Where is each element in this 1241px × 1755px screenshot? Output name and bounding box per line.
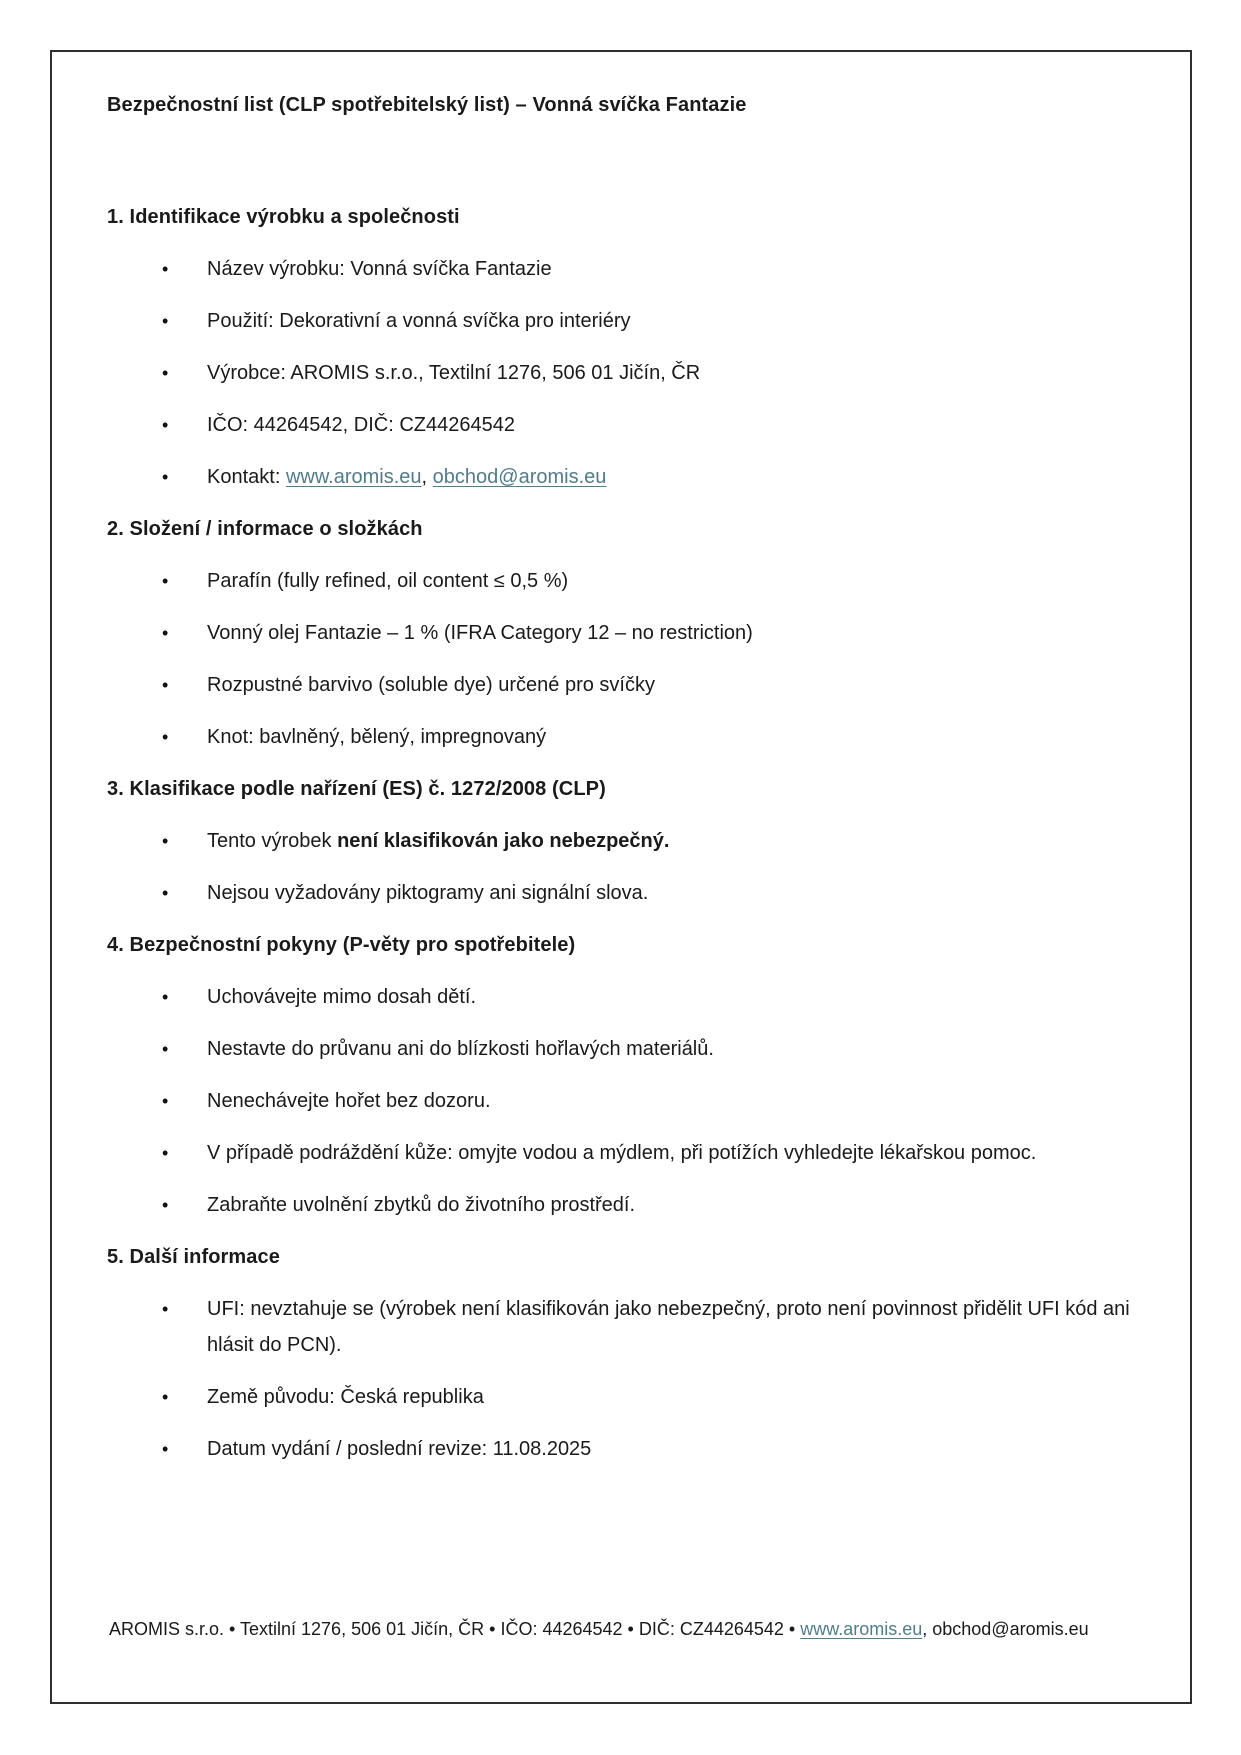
- bullet-list: [107, 1291, 1135, 1467]
- text-segment: Datum vydání / poslední revize: 11.08.2025: [207, 1438, 592, 1460]
- list-item: [162, 1135, 1135, 1171]
- bullet-list: [107, 251, 1135, 495]
- bullet-list: [107, 979, 1135, 1223]
- bullet-marker: •: [162, 467, 169, 487]
- document-page: [50, 50, 1192, 1704]
- text-segment: Kontakt:: [207, 466, 286, 488]
- list-item: [162, 459, 1135, 495]
- bullet-marker: •: [162, 415, 169, 435]
- text-segment: Parafín (fully refined, oil content ≤ 0,5 %): [207, 570, 569, 592]
- list-item: [162, 563, 1135, 599]
- list-item: [162, 1083, 1135, 1119]
- list-item: [162, 979, 1135, 1015]
- bullet-marker: •: [162, 1195, 169, 1215]
- bullet-marker: •: [162, 1039, 169, 1059]
- website-link[interactable]: www.aromis.eu: [285, 466, 422, 488]
- list-item: [162, 1431, 1135, 1467]
- bold-text: není klasifikován jako nebezpečný.: [337, 830, 670, 852]
- section-heading-2: 2. Složení / informace o složkách: [107, 518, 423, 540]
- website-link[interactable]: www.aromis.eu: [800, 1619, 923, 1639]
- text-segment: Vonný olej Fantazie – 1 % (IFRA Category 12 – no restriction): [207, 622, 753, 644]
- text-segment: Nenechávejte hořet bez dozoru.: [207, 1090, 491, 1112]
- list-item: [162, 1379, 1135, 1415]
- text-segment: Nestavte do průvanu ani do blízkosti hořlavých materiálů.: [207, 1038, 714, 1060]
- text-segment: UFI: nevztahuje se (výrobek není klasifikován jako nebezpečný, proto není povinnost přidělit UFI kód ani hlásit do PCN).: [207, 1298, 1130, 1356]
- text-segment: Knot: bavlněný, bělený, impregnovaný: [207, 726, 547, 748]
- text-segment: Použití: Dekorativní a vonná svíčka pro interiéry: [207, 310, 631, 332]
- list-item: [162, 823, 1135, 859]
- list-item: [162, 1031, 1135, 1067]
- text-segment: Rozpustné barvivo (soluble dye) určené pro svíčky: [207, 674, 655, 696]
- bullet-marker: •: [162, 363, 169, 383]
- bullet-marker: •: [162, 1299, 169, 1319]
- list-item: [162, 355, 1135, 391]
- list-item: [162, 1187, 1135, 1223]
- text-segment: Zabraňte uvolnění zbytků do životního prostředí.: [207, 1194, 636, 1216]
- list-item: [162, 875, 1135, 911]
- bullet-marker: •: [162, 1439, 169, 1459]
- bullet-marker: •: [162, 1091, 169, 1111]
- document-title: Bezpečnostní list (CLP spotřebitelský list) – Vonná svíčka Fantazie: [107, 94, 747, 116]
- text-segment: Název výrobku: Vonná svíčka Fantazie: [207, 258, 552, 280]
- list-item: [162, 407, 1135, 443]
- list-item: [162, 1291, 1135, 1363]
- text-segment: Uchovávejte mimo dosah dětí.: [207, 986, 477, 1008]
- bullet-marker: •: [162, 831, 169, 851]
- text-segment: Nejsou vyžadovány piktogramy ani signální slova.: [207, 882, 649, 904]
- bullet-list: [107, 563, 1135, 755]
- text-segment: Země původu: Česká republika: [207, 1386, 484, 1408]
- list-item: [162, 667, 1135, 703]
- bullet-marker: •: [162, 883, 169, 903]
- bullet-marker: •: [162, 1143, 169, 1163]
- section-heading-1: 1. Identifikace výrobku a společnosti: [107, 206, 460, 228]
- text-segment: AROMIS s.r.o. • Textilní 1276, 506 01 Jičín, ČR • IČO: 44264542 • DIČ: CZ44264542 •: [109, 1619, 801, 1639]
- section-heading-5: 5. Další informace: [107, 1246, 280, 1268]
- email-link[interactable]: obchod@aromis.eu: [432, 466, 607, 488]
- bullet-marker: •: [162, 259, 169, 279]
- bullet-marker: •: [162, 311, 169, 331]
- list-item: [162, 615, 1135, 651]
- list-item: [162, 303, 1135, 339]
- document-body: [107, 199, 1135, 1467]
- text-segment: ,: [421, 466, 433, 488]
- bullet-marker: •: [162, 1387, 169, 1407]
- bullet-marker: •: [162, 675, 169, 695]
- text-segment: V případě podráždění kůže: omyjte vodou a mýdlem, při potížích vyhledejte lékařskou pomoc.: [207, 1142, 1037, 1164]
- bullet-marker: •: [162, 623, 169, 643]
- section-heading-3: 3. Klasifikace podle nařízení (ES) č. 1272/2008 (CLP): [107, 778, 606, 800]
- list-item: [162, 251, 1135, 287]
- text-segment: Výrobce: AROMIS s.r.o., Textilní 1276, 506 01 Jičín, ČR: [207, 362, 701, 384]
- bullet-list: [107, 823, 1135, 911]
- text-segment: Tento výrobek: [207, 830, 338, 852]
- bullet-marker: •: [162, 571, 169, 591]
- text-segment: , obchod@aromis.eu: [922, 1619, 1089, 1639]
- section-heading-4: 4. Bezpečnostní pokyny (P-věty pro spotřebitele): [107, 934, 576, 956]
- bullet-marker: •: [162, 727, 169, 747]
- list-item: [162, 719, 1135, 755]
- text-segment: IČO: 44264542, DIČ: CZ44264542: [207, 414, 515, 436]
- bullet-marker: •: [162, 987, 169, 1007]
- page-footer: [109, 1617, 1137, 1641]
